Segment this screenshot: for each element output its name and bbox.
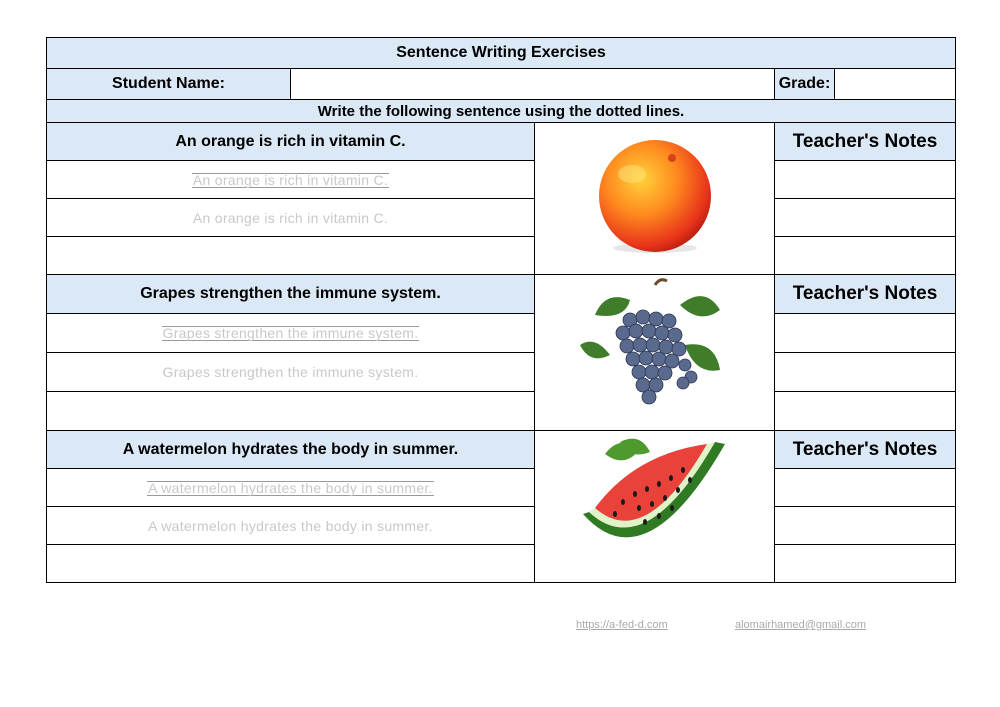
- notes-line[interactable]: [775, 392, 956, 431]
- teachers-notes-header: Teacher's Notes: [775, 123, 956, 161]
- worksheet-title: Sentence Writing Exercises: [47, 38, 956, 69]
- exercise-sentence: A watermelon hydrates the body in summer.: [47, 431, 535, 469]
- student-name-field[interactable]: [291, 69, 775, 100]
- orange-icon: [590, 136, 720, 256]
- notes-line[interactable]: [775, 161, 956, 199]
- blank-writing-line[interactable]: [47, 545, 535, 583]
- notes-line[interactable]: [775, 545, 956, 583]
- notes-line[interactable]: [775, 469, 956, 507]
- teachers-notes-header: Teacher's Notes: [775, 275, 956, 314]
- trace-line[interactable]: An orange is rich in vitamin C.: [47, 161, 535, 199]
- notes-line[interactable]: [775, 199, 956, 237]
- footer-email-link[interactable]: alomairhamed@gmail.com: [735, 619, 866, 631]
- footer-website-link[interactable]: https://a-fed-d.com: [576, 619, 668, 631]
- trace-line[interactable]: Grapes strengthen the immune system.: [47, 314, 535, 353]
- orange-image: [535, 123, 775, 275]
- worksheet: [46, 37, 955, 583]
- instruction: Write the following sentence using the dotted lines.: [47, 100, 956, 123]
- grapes-image: [535, 275, 775, 431]
- practice-line[interactable]: A watermelon hydrates the body in summer.: [47, 507, 535, 545]
- notes-line[interactable]: [775, 314, 956, 353]
- blank-writing-line[interactable]: [47, 237, 535, 275]
- teachers-notes-header: Teacher's Notes: [775, 431, 956, 469]
- watermelon-icon: [575, 434, 735, 574]
- grade-field[interactable]: [835, 69, 956, 100]
- exercise-sentence: Grapes strengthen the immune system.: [47, 275, 535, 314]
- trace-line[interactable]: A watermelon hydrates the body in summer.: [47, 469, 535, 507]
- grade-label: Grade:: [775, 69, 835, 100]
- notes-line[interactable]: [775, 353, 956, 392]
- blank-writing-line[interactable]: [47, 392, 535, 431]
- notes-line[interactable]: [775, 507, 956, 545]
- practice-line[interactable]: An orange is rich in vitamin C.: [47, 199, 535, 237]
- worksheet-table: [46, 37, 956, 583]
- practice-line[interactable]: Grapes strengthen the immune system.: [47, 353, 535, 392]
- exercise-sentence: An orange is rich in vitamin C.: [47, 123, 535, 161]
- student-name-label: Student Name:: [47, 69, 291, 100]
- watermelon-image: [535, 431, 775, 583]
- grapes-icon: [575, 275, 735, 425]
- notes-line[interactable]: [775, 237, 956, 275]
